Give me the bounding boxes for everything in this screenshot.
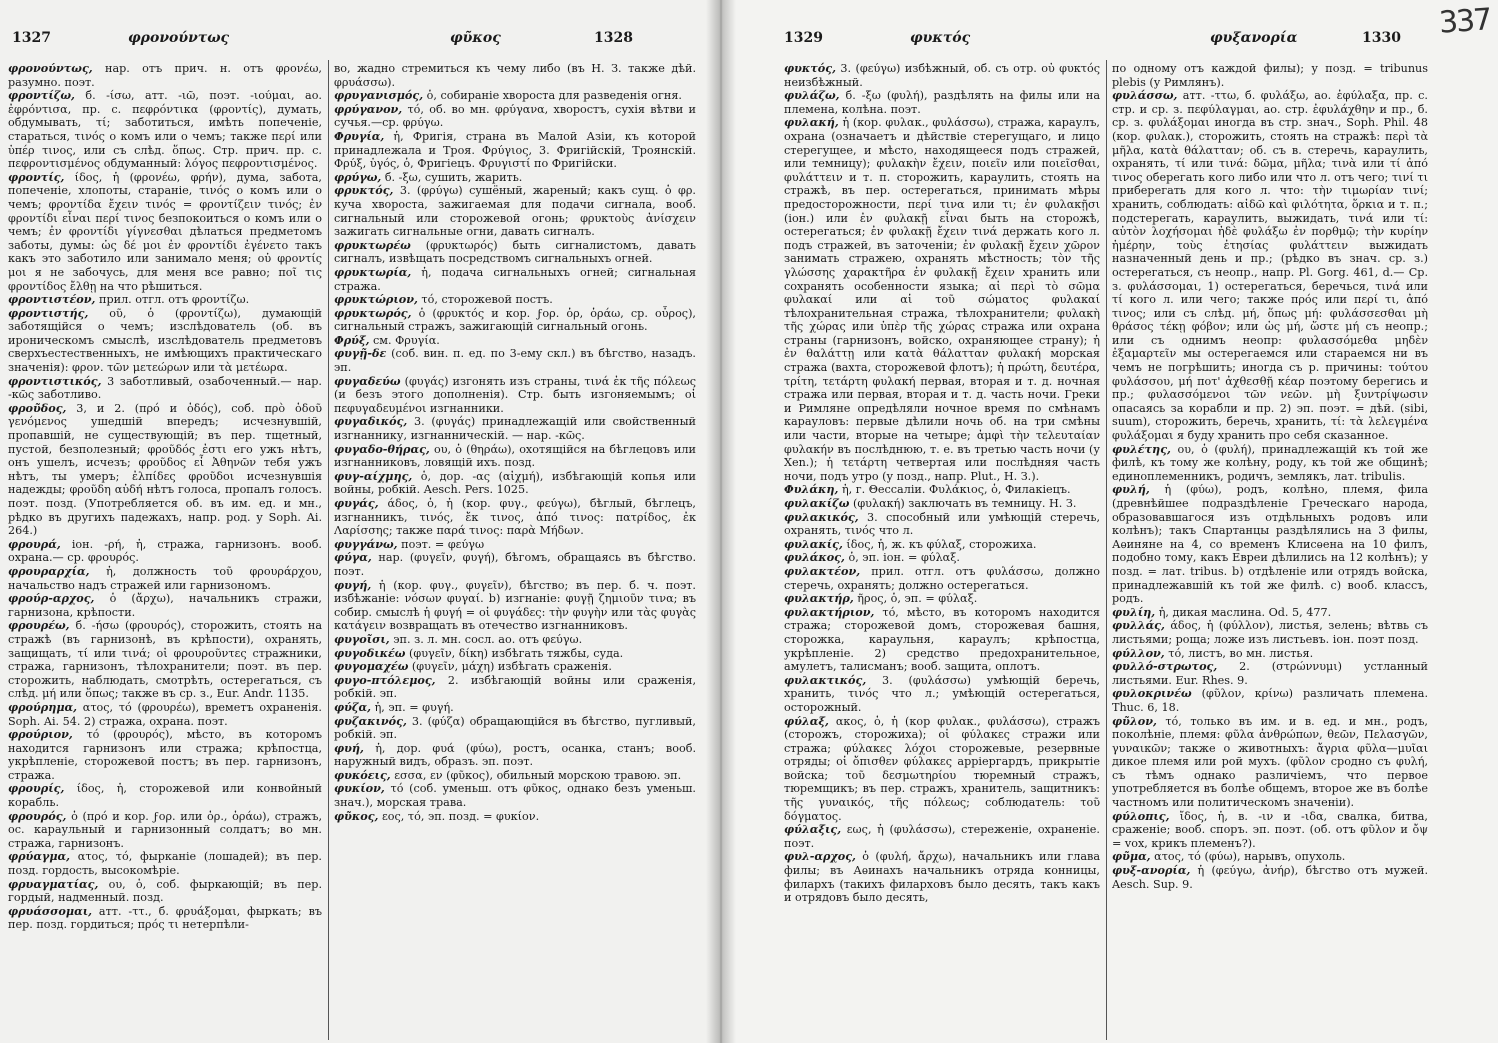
entry-definition: ὁ (φρυκτός и кор. ϝορ. ὁρ, ὁράω, ср. οὖρος), сигнальный стражъ, зажигающій сигнальный огонь. (334, 306, 696, 334)
dictionary-entry (1112, 619, 1428, 646)
entry-headword: φυλακτικός, (784, 672, 867, 687)
entry-headword: φύλλον, (1112, 645, 1165, 660)
dictionary-entry (784, 483, 1100, 497)
entry-definition: ατος, τό (φρουρέω), времетъ охраненія. Soph. Ai. 54. 2) стража, охрана. поэт. (8, 700, 322, 728)
entry-definition: 3. (φρύγω) сушёный, жареный; какъ сущ. ὁ φρ. куча хвороста, зажигаемая для подачи сигнала, вооб. сигнальный или сторожевой огонь; φρυκτοὺς ἀνίσχειν зажигать сигнальные огни, давать сигналъ. (334, 184, 696, 239)
dictionary-entry (334, 347, 696, 374)
entry-definition: ὁ, собираніе хвороста для разведенія огня. (423, 89, 682, 103)
right-page-column-2 (1112, 62, 1428, 1040)
dictionary-entry (8, 62, 322, 89)
entry-definition: ατος, τό, фырканіе (лошадей); въ пер. позд. гордость, высокомѣріе. (8, 850, 322, 878)
dictionary-entry (784, 538, 1100, 552)
column-rule (1106, 60, 1107, 1040)
left-page-column-2 (334, 62, 696, 1040)
entry-headword: φρουρά, (8, 536, 61, 551)
entry-definition: ὁ, дор. -ας (αἰχμή), избѣгающій копья или войны, робкій. Aesch. Pers. 1025. (334, 469, 696, 497)
entry-headword: φροντίζω, (8, 88, 75, 103)
entry-headword: φρύαγμα, (8, 849, 71, 864)
entry-headword: φύλαξις, (784, 822, 842, 837)
entry-headword: φρούρ-αρχος, (8, 591, 95, 606)
dictionary-entry (334, 375, 696, 416)
running-head-left: φυκτός (910, 30, 971, 46)
entry-headword: φυλή, (1112, 482, 1150, 497)
entry-definition: ἡ (кор. φυγ., φυγεῖν), бѣгство; въ пер. б. ч. поэт. избѣжаніе: νόσων φυγαί. b) изгнаніе: φυγῇ ζημιοῦν τινα; въ собир. смыслѣ ἡ φυγή = οἱ φυγάδες: τὴν φυγὴν или τὰς φυγὰς κατάγειν возвращать въ отечество изгнанниковъ. (334, 578, 696, 633)
entry-definition: по одному отъ каждой филы); у позд. = tribunus plebis (у Римлянъ). (1112, 62, 1428, 89)
dictionary-entry (8, 850, 322, 877)
dictionary-entry (8, 402, 322, 538)
entry-definition: (φρυκτωρός) быть сигналистомъ, давать сигналъ, извѣщать посредствомъ сигнальныхъ огней. (334, 238, 696, 266)
entry-definition: ἡ, эп. = φυγή. (371, 700, 454, 714)
entry-definition: во, жадно стремиться къ чему либо (въ Н. З. также дѣй. φρυάσσω). (334, 62, 696, 89)
entry-definition: άδος, ὁ, ἡ (кор. φυγ., φεύγω), бѣглый, бѣглецъ, изгнанникъ, τινός, ἔκ τινος, ἀπό τινος: πατρίδος, ἐκ Λαρίσσης; также παρά τινος: παρὰ Μήδων. (334, 497, 696, 538)
dictionary-entry (334, 701, 696, 715)
dictionary-entry (8, 810, 322, 851)
entry-definition: б. -ξω, сушить, жарить. (381, 170, 523, 184)
entry-definition: ἡ (кор. φυλακ., φυλάσσω), стража, караулъ, охрана (означаетъ и дѣйствіе стерегущаго, и лицо стерегущее, и мѣсто, находящееся подъ стражей, или темницу); φυλακὴν ἔχειν, ποιεῖν или ποιεῖσθαι, φυλάττειν и т. п. сторожить, караулить, стоять на стражѣ, въ пер. остерегаться, принимать мѣры предосторожности, περί τινα или τι; ἐν φυλακῇσι (іон.) или ἐν φυλακῇ εἶναι быть на сторожѣ, остерегаться; ἐν φυλακῇ ἔχειν τινά держать кого л. подъ стражей, въ заточеніи; ἐν φυλακῇ ἔχειν χῶρον занимать стражею, охранять мѣстность; τὸν τῆς γλώσσης χαρακτῆρα ἐν φυλακῇ ἔχειν хранить или сохранять особенности языка; αἱ περὶ τὸ σῶμα φυλακαί или αἱ τοῦ σώματος φυλακαί тѣлохранительная стража, тѣлохранители; φυλακὴ τῆς χώρας или ὑπὲρ τῆς χώρας стража или охрана страны (гарнизонъ, войско, охраняющее страну); ἡ ἐν θαλάττῃ или κατὰ θάλατταν φυλακή морская стража (вахта, сторожевой флотъ); ἡ πρώτη, δευτέρα, τρίτη, τετάρτη φυλακή первая, вторая и т. д. ночная стража или первая, вторая и т. д. часть ночи. Греки и Римляне опредѣляли ночное время по смѣнамъ карауловъ: первые дѣлили ночь об. на три смѣны или части, вторые на четыре; ἀμφὶ τὴν τελευταίαν φυλακήν въ послѣднюю, т. е. въ третью часть ночи (у Xen.); ἡ τετάρτη четвертая или послѣдняя часть ночи, подъ утро (у позд., напр. Plut., Н. З.). (784, 116, 1100, 483)
dictionary-entry (334, 538, 696, 552)
entry-headword: φυγάς, (334, 496, 379, 510)
entry-headword: φυγομαχέω (334, 659, 409, 674)
entry-definition: 3. (φύζα) обращающійся въ бѣгство, пугливый, робкій. эп. (334, 714, 696, 742)
dictionary-entry (334, 171, 696, 185)
entry-headword: φρονούντως, (8, 62, 93, 75)
entry-headword: φυγαδο-θήρας, (334, 441, 430, 456)
entry-headword: φύλοπις, (1112, 808, 1170, 823)
entry-headword: φρυκτωρία, (334, 264, 412, 279)
dictionary-entry (334, 633, 696, 647)
dictionary-entry (334, 293, 696, 307)
dictionary-entry (1112, 443, 1428, 484)
entry-definition: нар. (φυγεῖν, φυγή), бѣгомъ, обращаясь въ бѣгство. поэт. (334, 551, 696, 578)
entry-headword: φυλίη, (1112, 604, 1156, 619)
dictionary-entry (784, 823, 1100, 850)
entry-definition: (φυγεῖν, μάχη) избѣгать сраженія. (408, 660, 612, 674)
entry-headword: φρυκτωρός, (334, 305, 412, 320)
entry-headword: φυλακτήριον, (784, 604, 875, 619)
dictionary-entry (784, 565, 1100, 592)
entry-headword: Φυλάκη, (784, 482, 839, 497)
entry-definition: см. Φρυγία. (369, 333, 440, 347)
entry-headword: φυκίον, (334, 781, 385, 796)
dictionary-entry (1112, 606, 1428, 620)
entry-definition: οῦ, ὁ (φροντίζω), думающій заботящійся о чемъ; изслѣдователь (об. въ ироническомъ смыслѣ, изслѣдователь предметовъ сверхъестественныхъ, не имѣющихъ практическаго значенія): φρον. τῶν μετεώρων или τὰ μετέωρα. (8, 306, 322, 375)
entry-headword: φυλοκρινέω (1112, 686, 1192, 701)
entry-headword: φρυκτωρέω (334, 237, 411, 252)
entry-definition: 3. (φυγάς) принадлежащій или свойственный изгнаннику, изгнанническій. — нар. -κῶς. (334, 415, 696, 443)
page-number-1329: 1329 (784, 30, 823, 46)
dictionary-entry (1112, 647, 1428, 661)
entry-definition: ἡ, г. Θессаліи. Φυλάκιος, ὁ, Филакіецъ. (838, 483, 1071, 497)
entry-definition: τό (соб. уменьш. отъ φῦκος, однако безъ уменьш. знач.), морская трава. (334, 782, 696, 810)
dictionary-entry (334, 89, 696, 103)
dictionary-entry (8, 307, 322, 375)
entry-headword: φρούριον, (8, 727, 73, 742)
entry-definition: τό, сторожевой постъ. (417, 293, 553, 307)
dictionary-entry (1112, 687, 1428, 714)
book-gutter (706, 0, 736, 1043)
entry-definition: ἡ, дор. φυά (φύω), ростъ, осанка, станъ; вооб. наружный видъ, образъ. эп. поэт. (334, 741, 696, 769)
entry-headword: φῦλον, (1112, 713, 1157, 728)
entry-headword: φρύγανον, (334, 101, 403, 116)
entry-definition: εος, τό, эп. позд. = φυκίον. (378, 809, 540, 823)
dictionary-entry (784, 116, 1100, 483)
entry-definition: εσσα, εν (φῦκος), обильный морскою травою. эп. (390, 768, 682, 782)
entry-definition: атт. -ττω, б. φυλάξω, ао. ἐφύλαξα, пр. с. стр. и ср. з. πεφύλαγμαι, ао. стр. ἐφυλάχθην и пр., б. ср. з. φυλάξομαι иногда въ стр. знач., Soph. Phil. 48 (кор. φυλακ.), сторожить, стоять на стражѣ: περὶ τὰ μῆλα, κατὰ θάλατταν; об. съ в. стеречь, караулить, охранять, τί или τινά: δῶμα, μῆλα; τινὰ или τί ἀπό τινος оберегать кого либо или что л. отъ чего; τινί τι приберегать для кого л. что: τὴν τιμωρίαν τινί; хранить, соблюдать: αἰδῶ καὶ φιλότητα, ὅρκια и т. п.; подстерегать, караулить, выжидать, τινά или τί: αὐτὸν λοχήσομαι ἠδὲ φυλάξω ἐν πορθμῷ; τὴν κυρίην ἡμέρην, τοὺς ἐτησίας φυλάττειν выжидать назначенный день и пр.; (рѣдко въ знач. ср. з.) остерегаться, съ неопр., напр. Pl. Gorg. 461, d.— Ср. з. φυλάσσομαι, 1) остерегаться, беречься, τινά или τί кого л. или чего; также πρός или περί τι, ἀπό τινος; или съ слѣд. μή, ὅπως μή: φυλάσσεσθαι μὴ θράσος τέκῃ φόβον; или ὡς μή, ὥστε μή съ неопр.; или съ однимъ неопр: φυλασσόμεθα μηδὲν ἐξαμαρτεῖν мы остерегаемся или стараемся ни въ чемъ не погрѣшить; иногда съ р. причины: τούτου φυλάσσου, μή ποτ' ἀχθεσθῇ κέαρ поэтому берегись и пр.; φυλασσόμενοι τῶν νεῶν. μὴ ξυντρίψωσιν опасаясь за корабли и пр. 2) эп. поэт. = дѣй. (sibi, suum), сторожить, беречь, хранить, τί: τὰ λελεγμένα φυλάξομαι я буду хранить про себя сказанное. (1112, 89, 1428, 443)
entry-definition: (φυγάς) изгонять изъ страны, τινά ἐκ τῆς πόλεως (и безъ этого дополненія). Стр. быть изгоняемымъ; οἱ πεφυγαδευμένοι изгнанники. (334, 374, 696, 415)
dictionary-entry (334, 184, 696, 238)
dictionary-entry (334, 415, 696, 442)
entry-definition: τό, об. во мн. φρύγανα, хворостъ, сухія вѣтви и сучья.—ср. φρύγω. (334, 102, 696, 130)
entry-headword: φυξ-ανορία, (1112, 863, 1191, 878)
dictionary-entry (334, 674, 696, 701)
entry-definition: ῆρος, ὁ, эп. = φύλαξ. (853, 592, 978, 606)
entry-headword: φυκόεις, (334, 767, 391, 782)
dictionary-entry (8, 905, 322, 932)
dictionary-entry (8, 565, 322, 592)
entry-definition: ου, ὁ (φυλή), принадлежащій къ той же филѣ, къ тому же колѣну, роду, къ той же общинѣ; единоплеменникъ, родичъ, землякъ, лат. tribulis. (1112, 442, 1428, 483)
running-head-right: φυξανορία (1210, 30, 1298, 46)
entry-definition: ἡ, должность τοῦ φρουράρχου, начальство надъ стражей или гарнизономъ. (8, 564, 322, 592)
page-number-1328: 1328 (594, 30, 633, 46)
dictionary-entry (334, 551, 696, 578)
dictionary-entry (8, 538, 322, 565)
entry-headword: φυγοδικέω (334, 645, 406, 660)
entry-definition: прил. отгл. отъ φυλάσσω, должно стеречь, охранять; должно остерегаться. (784, 564, 1100, 592)
entry-definition: нар. отъ прич. н. отъ φρονέω, разумно. поэт. (8, 62, 322, 89)
entry-headword: φυλακίζω (784, 496, 850, 510)
dictionary-entry (334, 62, 696, 89)
entry-definition: 3 заботливый, озабоченный.— нар. -κῶς заботливо. (8, 374, 322, 402)
entry-definition: б. -ξω (φυλή), раздѣлять на филы или на племена, колѣна. поэт. (784, 89, 1100, 116)
entry-headword: φυγ-αίχμης, (334, 468, 413, 483)
entry-definition: ίδος, ἡ, сторожевой или конвойный корабль. (8, 782, 322, 810)
entry-headword: Φρύξ, (334, 332, 370, 347)
entry-definition: ἡ, подача сигнальныхъ огней; сигнальная стража. (334, 265, 696, 293)
right-page (722, 0, 1498, 1043)
dictionary-entry (8, 782, 322, 809)
dictionary-entry (784, 674, 1100, 715)
entry-headword: φυλλό-στρωτος, (1112, 659, 1218, 674)
dictionary-entry (334, 443, 696, 470)
entry-headword: φυλέτης, (1112, 441, 1171, 456)
entry-definition: (φῦλον, κρίνω) различать племена. Thuc. 6, 18. (1112, 687, 1428, 714)
right-page-column-1 (784, 62, 1100, 1040)
entry-definition: 3. (φεύγω) избѣжный, об. съ отр. οὐ φυκτός неизбѣжный. (784, 62, 1100, 89)
dictionary-entry (784, 606, 1100, 674)
entry-definition: прил. отгл. отъ φροντίζω. (95, 293, 250, 307)
entry-headword: φυλλάς, (1112, 618, 1165, 633)
entry-definition: 3, и 2. (πρό и ὁδός), соб. πρὸ ὁδοῦ γενόμενος ушедшій впередъ; исчезнувшій, пропавшій, не существующій; въ пер. тщетный, пустой, безполезный; φροῦδός ἐστι его ужъ нѣтъ, онъ ушелъ, исчезъ; φροῦδος εἶ Ἀθηνῶν тебя ужъ нѣтъ, ты умеръ; ἐλπίδες φροῦδοι исчезнувшія надежды; φροῦδη αὐδή нѣтъ голоса, пропалъ голосъ. поэт. позд. (Употребляется об. въ им. ед. и мн., рѣдко въ другихъ падежахъ, напр. род. у Soph. Ai. 264.) (8, 401, 322, 538)
dictionary-entry (334, 742, 696, 769)
entry-headword: φρυγανισμός, (334, 88, 424, 103)
entry-definition: ἴδος, ἡ, в. -ιν и -ιδα, свалка, битва, сраженіе; вооб. споръ. эп. поэт. (об. отъ φῦλον и ὄψ = vox, крикъ племенъ?). (1112, 809, 1428, 850)
left-page (0, 0, 722, 1043)
dictionary-entry (1112, 850, 1428, 864)
entry-headword: Φρυγία, (334, 128, 385, 143)
entry-definition: ακος, ὁ, ἡ (кор φυλακ., φυλάσσω), стражъ (сторожъ, сторожиха); οἱ φύλακες стражи или стража; φύλακες λόχοι сторожевые, резервные отряды; οἱ ὄπισθεν φύλακες аррiергардъ, прикрытіе войска; τοῦ δεσμωτηρίου тюремный стражъ, тюремщикъ; въ пер. стражъ, хранитель, защитникъ: τῆς γυναικός, τῆς πόλεως; соблюдатель: τοῦ δόγματος. (784, 714, 1100, 823)
entry-headword: φυζακινός, (334, 713, 407, 728)
dictionary-entry (334, 130, 696, 171)
entry-definition: ὁ, эп. іон. = φύλαξ. (844, 551, 960, 565)
dictionary-entry (784, 62, 1100, 89)
entry-definition: (φυλακή) заключать въ темницу. Н. З. (849, 497, 1077, 510)
entry-headword: φρουρίς, (8, 781, 65, 796)
dictionary-entry (1112, 89, 1428, 442)
dictionary-entry (784, 551, 1100, 565)
entry-definition: τό, мѣсто, въ которомъ находится стража; сторожевой домъ, сторожевая башня, сторожка, караульня, караулъ; крѣпостца, укрѣпленіе. 2) средство предохранительное, амулетъ, талисманъ; вооб. защита, оплотъ. (784, 605, 1100, 674)
entry-headword: φυλακικός, (784, 509, 859, 524)
entry-definition: б. -ήσω (φρουρός), сторожить, стоять на стражѣ (въ гарнизонѣ, въ крѣпости), охранять, защищать, τί или τινά; οἱ φρουροῦντες стражники, стража, гарнизонъ, тѣлохранители; поэт. въ пер. сторожить, наблюдать, смотрѣть, остерегаться, съ слѣд. μή или ὅπως; также въ ср. з., Eur. Andr. 1135. (8, 619, 322, 701)
dictionary-entry (784, 850, 1100, 904)
entry-definition: ὁ (πρό и кор. ϝορ. или ὁρ., ὁράω), стражъ, ос. караульный и гарнизонный солдатъ; во мн. стража, гарнизонъ. (8, 809, 322, 850)
entry-headword: φρουρός, (8, 808, 67, 823)
entry-definition: 2. (στρώννυμι) устланный листьями. Eur. Rhes. 9. (1112, 660, 1428, 687)
dictionary-entry (334, 239, 696, 266)
entry-definition: ατος, τό (φύω), нарывъ, опухоль. (1150, 850, 1346, 864)
entry-headword: φυγῇ-δε (334, 346, 387, 361)
entry-definition: ἡ, Фригія, страна въ Малой Азіи, къ которой принадлежала и Троя. Φρύγιος, 3. Фригійскій, Троянскій. Φρύξ, ὑγός, ὁ, Фригіецъ. Φρυγιστί по Фригійски. (334, 129, 696, 171)
dictionary-entry (334, 579, 696, 633)
entry-headword: φῦμα, (1112, 849, 1151, 864)
page-number-1330: 1330 (1362, 30, 1401, 46)
dictionary-entry (334, 769, 696, 783)
dictionary-entry (334, 497, 696, 538)
dictionary-entry (8, 89, 322, 171)
entry-headword: φρούρημα, (8, 699, 78, 714)
dictionary-entry (1112, 864, 1428, 891)
dictionary-entry (784, 592, 1100, 606)
dictionary-entry (1112, 715, 1428, 810)
entry-definition: τό (φρουρός), мѣсто, въ которомъ находится гарнизонъ или стража; крѣпостца, укрѣпленіе, сторожевой постъ; въ пер. гарнизонъ, стража. (8, 728, 322, 782)
entry-definition: τό, только въ им. и в. ед. и мн., родъ, поколѣніе, племя: φῦλα ἀνθρώπων, θεῶν, Πελασγῶν, γυναικῶν; также о животныхъ: ἄγρια φῦλα—μυῖαι дикое племя или рой мухъ. (φῦλον сродно съ φυλή, съ тѣмъ однако различіемъ, что первое употребляется въ болѣе общемъ, второе же въ болѣе частномъ или политическомъ значеніи). (1112, 714, 1428, 810)
dictionary-entry (334, 715, 696, 742)
entry-definition: 3. (φυλάσσω) умѣющій беречь, хранить, τινός что л.; умѣющій остерегаться, осторожный. (784, 673, 1100, 714)
handwritten-number: 337 (1437, 2, 1492, 41)
entry-headword: φυγαδικός, (334, 414, 408, 429)
entry-headword: φύγα, (334, 550, 372, 565)
entry-definition: τό, листъ, во мн. листья. (1164, 646, 1314, 660)
column-rule (328, 60, 329, 1040)
running-head-left: φρονούντως (128, 30, 230, 46)
dictionary-entry (1112, 660, 1428, 687)
entry-headword: φροῦδος, (8, 400, 67, 415)
entry-definition: ἡ (φύω), родъ, колѣно, племя, фила (древнѣйшее подраздѣленіе Греческаго народа, образовавшагося изъ отдѣльныхъ родовъ или колѣнъ); такъ Спартанцы раздѣлялись на 3 филы, Аѳиняне на 4, со временъ Клисѳена на 10 филъ, подобно тому, какъ Евреи дѣлились на 12 колѣнъ); у позд. = лат. tribus. b) отдѣленіе или отрядъ войска, принадлежавшій къ той же филѣ. c) вооб. классъ, родъ. (1112, 483, 1428, 606)
entry-headword: φυή, (334, 740, 364, 755)
entry-headword: φῦκος, (334, 808, 379, 823)
entry-headword: φροντιστικός, (8, 373, 102, 388)
dictionary-entry (334, 660, 696, 674)
entry-headword: φυλάκος, (784, 550, 845, 565)
entry-definition: ου, ὁ, соб. фыркающій; въ пер. гордый, надменный. позд. (8, 877, 322, 905)
entry-headword: φυγγάνω, (334, 536, 398, 551)
dictionary-entry (1112, 62, 1428, 89)
entry-headword: φρυάσσομαι, (8, 903, 92, 918)
entry-definition: іон. -ρή, ἡ, стража, гарнизонъ. вооб. охрана.— ср. φρουρός. (8, 537, 322, 565)
entry-headword: φυλακτέον, (784, 563, 861, 578)
entry-headword: φυλακή, (784, 115, 839, 130)
entry-definition: ἡ (φεύγω, ἀνήρ), бѣгство отъ мужей. Aesch. Sup. 9. (1112, 864, 1428, 891)
entry-headword: φυλακτήρ, (784, 591, 854, 606)
dictionary-entry (8, 592, 322, 619)
entry-headword: φυγοῖσι, (334, 631, 390, 646)
entry-headword: φυγο-πτόλεμος, (334, 672, 436, 687)
entry-headword: φυκτός, (784, 62, 836, 75)
entry-headword: φυγαδεύω (334, 373, 401, 388)
dictionary-entry (784, 511, 1100, 538)
entry-definition: (φυγεῖν, δίκη) избѣгать тяжбы, суда. (405, 646, 624, 660)
page-number-1327: 1327 (12, 30, 51, 46)
entry-definition: 2. избѣгающій войны или сраженія, робкій. эп. (334, 673, 696, 701)
entry-definition: άδος, ἡ (φύλλον), листья, зелень; вѣтвь съ листьями; роща; ложе изъ листьевъ. іон. поэт позд. (1112, 619, 1428, 646)
dictionary-entry (8, 728, 322, 782)
dictionary-entry (8, 375, 322, 402)
entry-headword: φροντιστέον, (8, 292, 96, 307)
entry-headword: φρυκτώριον, (334, 292, 418, 307)
dictionary-entry (334, 810, 696, 824)
entry-definition: ὁ (ἄρχω), начальникъ стражи, гарнизона, крѣпости. (8, 592, 322, 619)
left-page-column-1 (8, 62, 322, 1040)
entry-headword: φύλαξ, (784, 713, 829, 728)
entry-headword: φρουρέω, (8, 618, 70, 633)
dictionary-entry (8, 878, 322, 905)
dictionary-entry (334, 266, 696, 293)
entry-definition: эп. з. л. мн. сосл. ао. отъ φεύγω. (389, 632, 583, 646)
dictionary-entry (1112, 810, 1428, 851)
dictionary-entry (8, 619, 322, 701)
entry-headword: φροντίς, (8, 169, 65, 184)
entry-definition: ίδος, ἡ (φρονέω, φρήν), дума, забота, попеченіе, хлопоты, стараніе, τινός о комъ или о чемъ; φροντίδα ἔχειν τινός = φροντίζειν τινός; ἐν φροντίδι εἶναι περί τινος безпокоиться о комъ или о чемъ; ἐν φροντίδι γίγνεσθαι дѣлаться предметомъ заботы, думы: ὡς δέ μοι ἐν φροντίδι ἐγένετο такъ какъ это заботило или занимало меня; οὐ φροντίς μοι я не забочусь, для меня все равно; ποῖ τις φροντίδος ἔλθῃ на что рѣшиться. (8, 170, 322, 293)
entry-headword: φυγή, (334, 577, 372, 592)
entry-headword: φυλάσσω, (1112, 88, 1178, 103)
entry-headword: φυλακίς, (784, 536, 843, 551)
entry-definition: ἡ, дикая маслина. Od. 5, 477. (1155, 605, 1332, 619)
dictionary-entry (334, 782, 696, 809)
dictionary-entry (8, 701, 322, 728)
entry-definition: ὁ (φυλή, ἄρχω), начальникъ или глава филы; въ Аѳинахъ начальникъ отряда конницы, филархъ (такихъ филарховъ было десять, такъ какъ и отрядовъ было десять, (784, 850, 1100, 905)
entry-definition: 3. способный или умѣющій стеречь, охранять, τινός что л. (784, 510, 1100, 538)
entry-headword: φρυαγματίας, (8, 876, 99, 891)
running-head-right: φῦκος (450, 30, 501, 46)
dictionary-entry (8, 171, 322, 293)
dictionary-entry (334, 470, 696, 497)
dictionary-entry (334, 103, 696, 130)
entry-definition: б. -ίσω, атт. -ιῶ, поэт. -ιούμαι, ао. ἐφρόντισα, пр. с. πεφρόντικα (φροντίς), думать, обдумывать, τί; заботиться, имѣть попеченіе, стараться, τινός о комъ или о чемъ; также περί или ὑπέρ τινος, или съ слѣд. ὅπως. Стр. прич. пр. с. πεφροντισμένος обдуманный: λόγος πεφροντισμένος. (8, 89, 322, 171)
entry-headword: φρουραρχία, (8, 563, 90, 578)
entry-headword: φυλ-αρχος, (784, 849, 856, 864)
entry-headword: φυλάζω, (784, 88, 840, 103)
dictionary-entry (784, 89, 1100, 116)
entry-headword: φροντιστής, (8, 305, 89, 320)
dictionary-entry (8, 293, 322, 307)
dictionary-entry (334, 647, 696, 661)
dictionary-entry (784, 715, 1100, 824)
dictionary-entry (1112, 483, 1428, 605)
entry-headword: φρύγω, (334, 169, 382, 184)
entry-definition: εως, ἡ (φυλάσσω), стереженіе, охраненіе. поэт. (784, 823, 1100, 850)
dictionary-entry (784, 497, 1100, 511)
entry-definition: поэт. = φεύγω (397, 537, 485, 551)
entry-definition: атт. -ττ., б. φρυάξομαι, фыркать; въ пер. позд. гордиться; πρός τι нетерпѣли- (8, 904, 322, 932)
entry-definition: (соб. вин. п. ед. по 3-ему скл.) въ бѣгство, назадъ. эп. (334, 347, 696, 375)
entry-headword: φρυκτός, (334, 183, 394, 198)
entry-definition: ου, ὁ (θηράω), охотящійся на бѣглецовъ или изгнанниковъ, ловящій ихъ. позд. (334, 442, 696, 470)
entry-headword: φύζα, (334, 699, 372, 714)
dictionary-entry (334, 307, 696, 334)
dictionary-entry (334, 334, 696, 348)
entry-definition: ίδος, ἡ, ж. къ φύλαξ, сторожиха. (842, 537, 1037, 551)
